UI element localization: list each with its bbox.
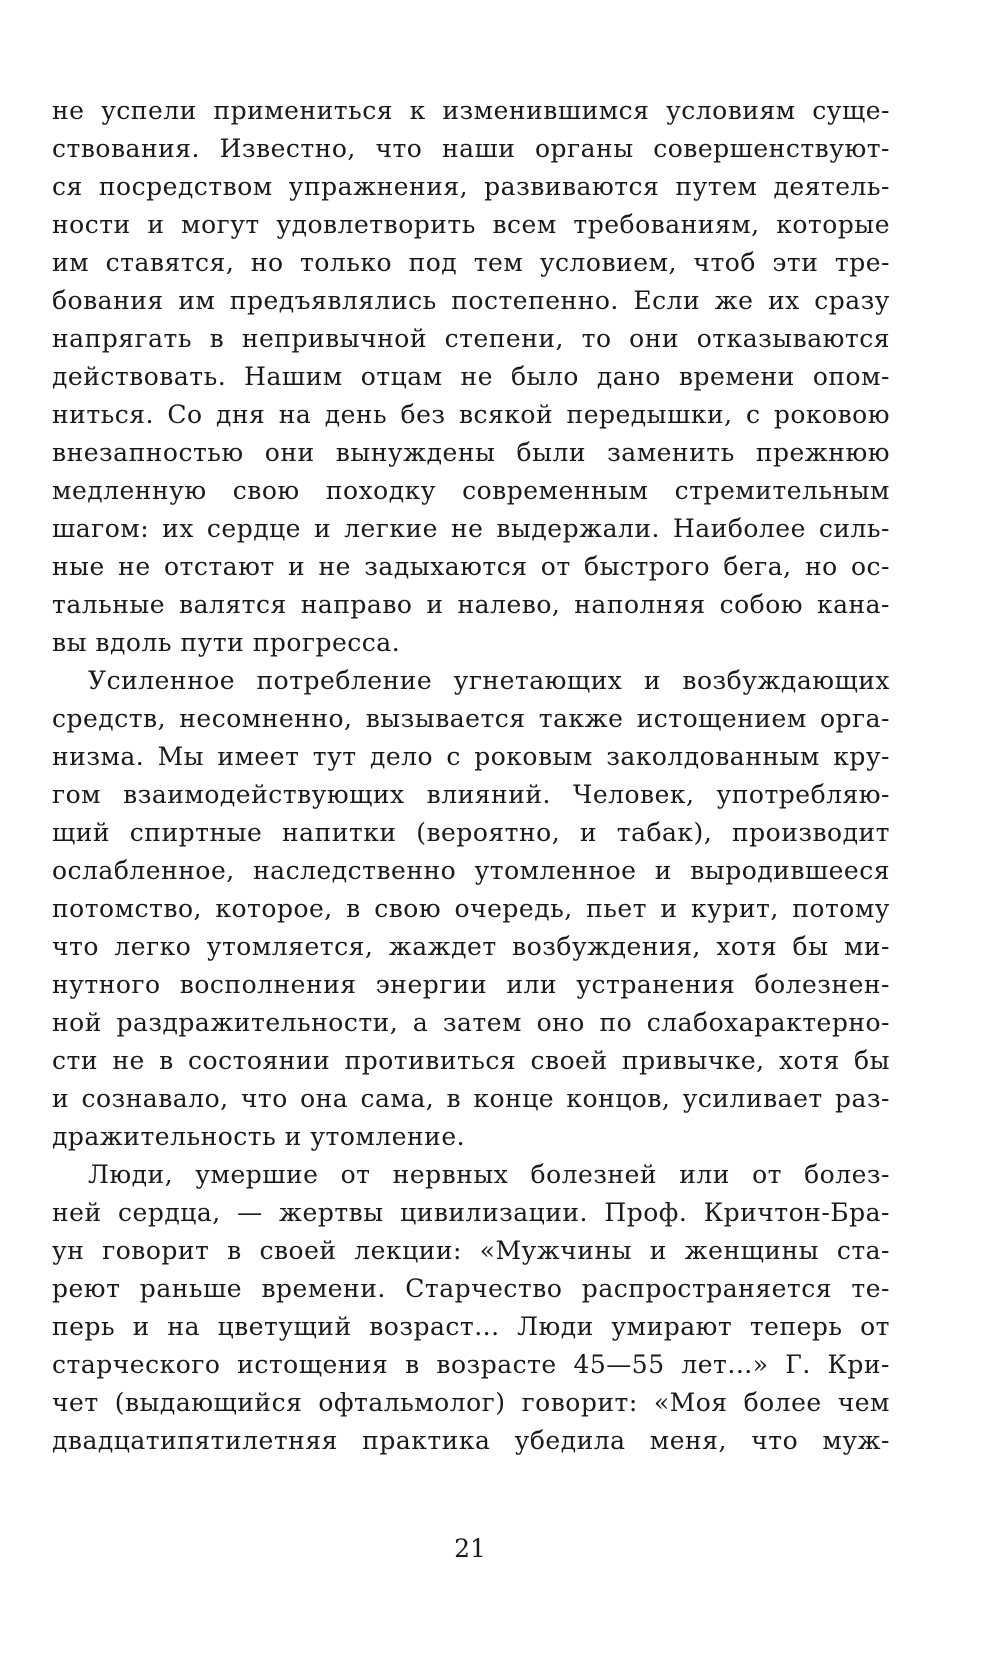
text-line: потомство, которое, в свою очередь, пьет и курит, потому: [52, 894, 890, 923]
text-line: и сознавало, что она сама, в конце концов, усиливает раз-: [52, 1084, 890, 1113]
page-number: 21: [454, 1534, 486, 1563]
text-line: гом взаимодействующих влияний. Человек, употребляю-: [52, 780, 890, 809]
text-line: медленную свою походку современным стремительным: [52, 476, 890, 505]
text-line: нутного восполнения энергии или устранения болезнен-: [52, 970, 890, 999]
text-line: дражительность и утомление.: [52, 1122, 466, 1151]
text-line: средств, несомненно, вызывается также истощением орга-: [52, 704, 890, 733]
text-line: Люди, умершие от нервных болезней или от болез-: [88, 1160, 890, 1189]
body-text: [52, 92, 890, 1460]
text-line: ствования. Известно, что наши органы совершенствуют-: [52, 134, 890, 163]
text-line: ности и могут удовлетворить всем требованиям, которые: [52, 210, 890, 239]
text-line: бования им предъявлялись постепенно. Если же их сразу: [52, 286, 890, 315]
text-line: вы вдоль пути прогресса.: [52, 628, 401, 657]
text-line: не успели примениться к изменившимся условиям суще-: [52, 96, 890, 125]
text-line: напрягать в непривычной степени, то они отказываются: [52, 324, 890, 353]
text-line: ослабленное, наследственно утомленное и выродившееся: [52, 856, 890, 885]
text-line: реют раньше времени. Старчество распространяется те-: [52, 1274, 890, 1303]
text-line: чет (выдающийся офтальмолог) говорит: «Моя более чем: [52, 1388, 890, 1417]
text-line: ниться. Со дня на день без всякой передышки, с роковою: [52, 400, 890, 429]
text-line: щий спиртные напитки (вероятно, и табак), производит: [52, 818, 890, 847]
text-line: что легко утомляется, жаждет возбуждения, хотя бы ми-: [52, 932, 890, 961]
text-line: шагом: их сердце и легкие не выдержали. Наиболее силь-: [52, 514, 890, 543]
text-line: им ставятся, но только под тем условием, чтоб эти тре-: [52, 248, 890, 277]
text-line: низма. Мы имеет тут дело с роковым заколдованным кру-: [52, 742, 890, 771]
text-line: перь и на цветущий возраст... Люди умирают теперь от: [52, 1312, 890, 1341]
text-line: ные не отстают и не задыхаются от быстрого бега, но ос-: [52, 552, 890, 581]
text-line: действовать. Нашим отцам не было дано времени опом-: [52, 362, 890, 391]
text-line: старческого истощения в возрасте 45—55 лет...» Г. Кри-: [52, 1350, 890, 1379]
text-line: внезапностью они вынуждены были заменить прежнюю: [52, 438, 890, 467]
text-line: ней сердца, — жертвы цивилизации. Проф. Кричтон-Бра-: [52, 1198, 890, 1227]
text-line: двадцатипятилетняя практика убедила меня, что муж-: [52, 1426, 890, 1455]
text-line: ун говорит в своей лекции: «Мужчины и женщины ста-: [52, 1236, 890, 1265]
text-line: тальные валятся направо и налево, наполняя собою кана-: [52, 590, 890, 619]
text-line: ся посредством упражнения, развиваются путем деятель-: [52, 172, 890, 201]
text-line: Усиленное потребление угнетающих и возбуждающих: [88, 666, 890, 695]
text-line: сти не в состоянии противиться своей привычке, хотя бы: [52, 1046, 890, 1075]
text-line: ной раздражительности, а затем оно по слабохарактерно-: [52, 1008, 890, 1037]
